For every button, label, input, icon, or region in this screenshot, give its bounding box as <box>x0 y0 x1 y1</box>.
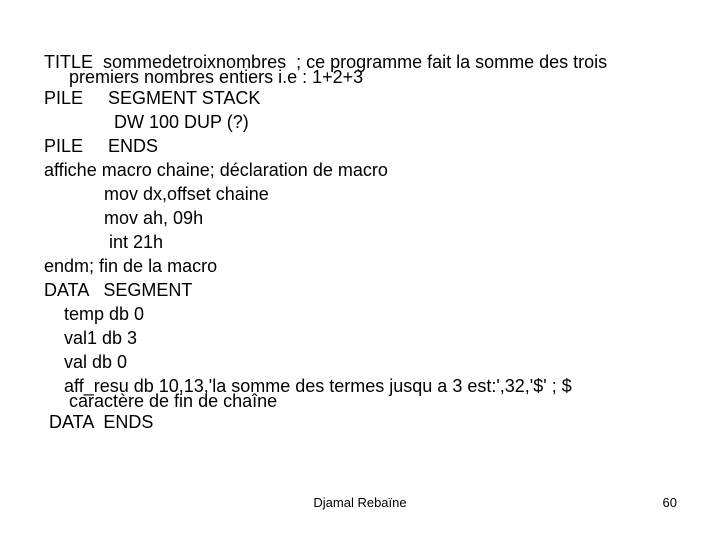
code-line-mov-dx: mov dx,offset chaine <box>44 184 269 204</box>
footer-page-number: 60 <box>662 495 677 510</box>
code-listing <box>44 50 694 434</box>
footer-author: Djamal Rebaïne <box>313 495 407 510</box>
code-line-title: TITLE sommedetroixnombres ; ce programme fait la somme des trois <box>44 52 608 72</box>
code-line-dw: DW 100 DUP (?) <box>44 112 249 132</box>
code-line-temp: temp db 0 <box>44 304 145 324</box>
code-line-pile-segment: PILE SEGMENT STACK <box>44 88 261 108</box>
code-line-title-continued: premiers nombres entiers i.e : 1+2+3 <box>44 67 364 87</box>
code-line-pile-ends: PILE ENDS <box>44 136 159 156</box>
code-line-int: int 21h <box>44 232 164 252</box>
code-line-aff-resu-continued: caractère de fin de chaîne <box>44 391 278 411</box>
code-line-macro-decl: affiche macro chaine; déclaration de macro <box>44 160 388 180</box>
code-line-val: val db 0 <box>44 352 128 372</box>
code-line-data-ends: DATA ENDS <box>44 412 154 432</box>
code-line-mov-ah: mov ah, 09h <box>44 208 204 228</box>
code-line-aff-resu: aff_resu db 10,13,'la somme des termes jusqu a 3 est:',32,'$' ; $ <box>44 376 572 396</box>
code-line-val1: val1 db 3 <box>44 328 138 348</box>
code-line-data-segment: DATA SEGMENT <box>44 280 193 300</box>
code-line-endm: endm; fin de la macro <box>44 256 218 276</box>
